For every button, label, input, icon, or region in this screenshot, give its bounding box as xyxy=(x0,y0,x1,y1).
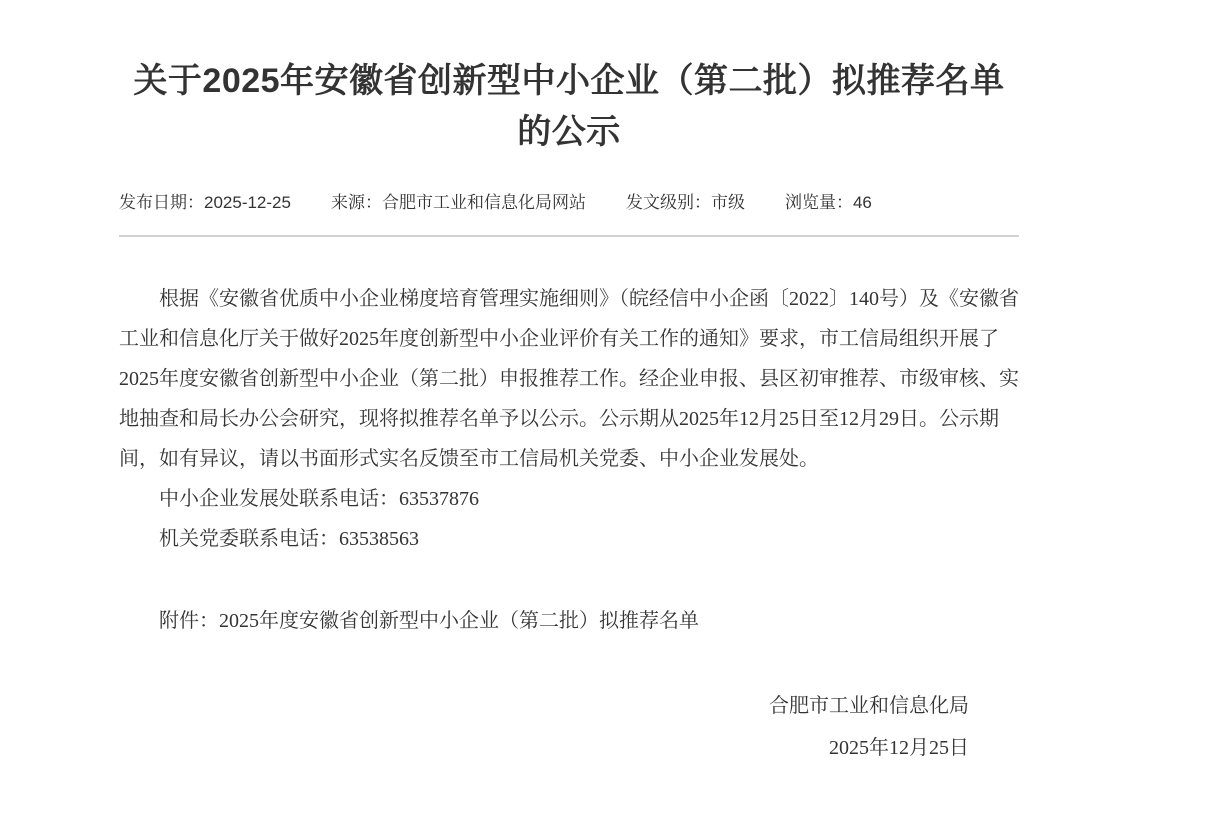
signature-date: 2025年12月25日 xyxy=(829,737,969,759)
body-paragraph: 根据《安徽省优质中小企业梯度培育管理实施细则》（皖经信中小企函〔2022〕140号）及《安徽省工业和信息化厅关于做好2025年度创新型中小企业评价有关工作的通知》要求，市工信局组织开展了2025年度安徽省创新型中小企业（第二批）申报推荐工作。经企业申报、县区初审推荐、市级审核、实地抽查和局长办公会研究，现将拟推荐名单予以公示。公示期从2025年12月25日至12月29日。公示期间，如有异议，请以书面形式实名反馈至市工信局机关党委、中小企业发展处。 xyxy=(119,288,1019,470)
contact-phone-party-committee: 机关党委联系电话：63538563 xyxy=(159,528,419,550)
publish-date-item xyxy=(119,188,291,213)
article-meta-row xyxy=(119,188,1019,237)
attachment-line xyxy=(119,601,1019,641)
publish-date-label: 发布日期： xyxy=(119,193,204,212)
attachment-label: 附件： xyxy=(159,610,219,632)
source-value: 合肥市工业和信息化局网站 xyxy=(381,193,586,212)
signature-issuer: 合肥市工业和信息化局 xyxy=(769,695,969,717)
views-label: 浏览量： xyxy=(784,193,853,212)
doc-level-item xyxy=(626,188,745,213)
article-container xyxy=(119,0,1019,769)
page-title: 关于2025年安徽省创新型中小企业（第二批）拟推荐名单的公示 xyxy=(133,62,1005,151)
attachment-link[interactable]: 2025年度安徽省创新型中小企业（第二批）拟推荐名单 xyxy=(219,610,699,632)
signature-block xyxy=(119,685,1019,769)
source-label: 来源： xyxy=(330,193,382,212)
source-item xyxy=(331,188,586,213)
publish-date-value: 2025-12-25 xyxy=(204,193,291,212)
doc-level-value: 市级 xyxy=(710,193,745,212)
article-body xyxy=(119,279,1019,769)
contact-phone-smb-division: 中小企业发展处联系电话：63537876 xyxy=(159,488,479,510)
doc-level-label: 发文级别： xyxy=(625,193,711,212)
views-item xyxy=(785,188,872,213)
views-value: 46 xyxy=(852,193,872,212)
